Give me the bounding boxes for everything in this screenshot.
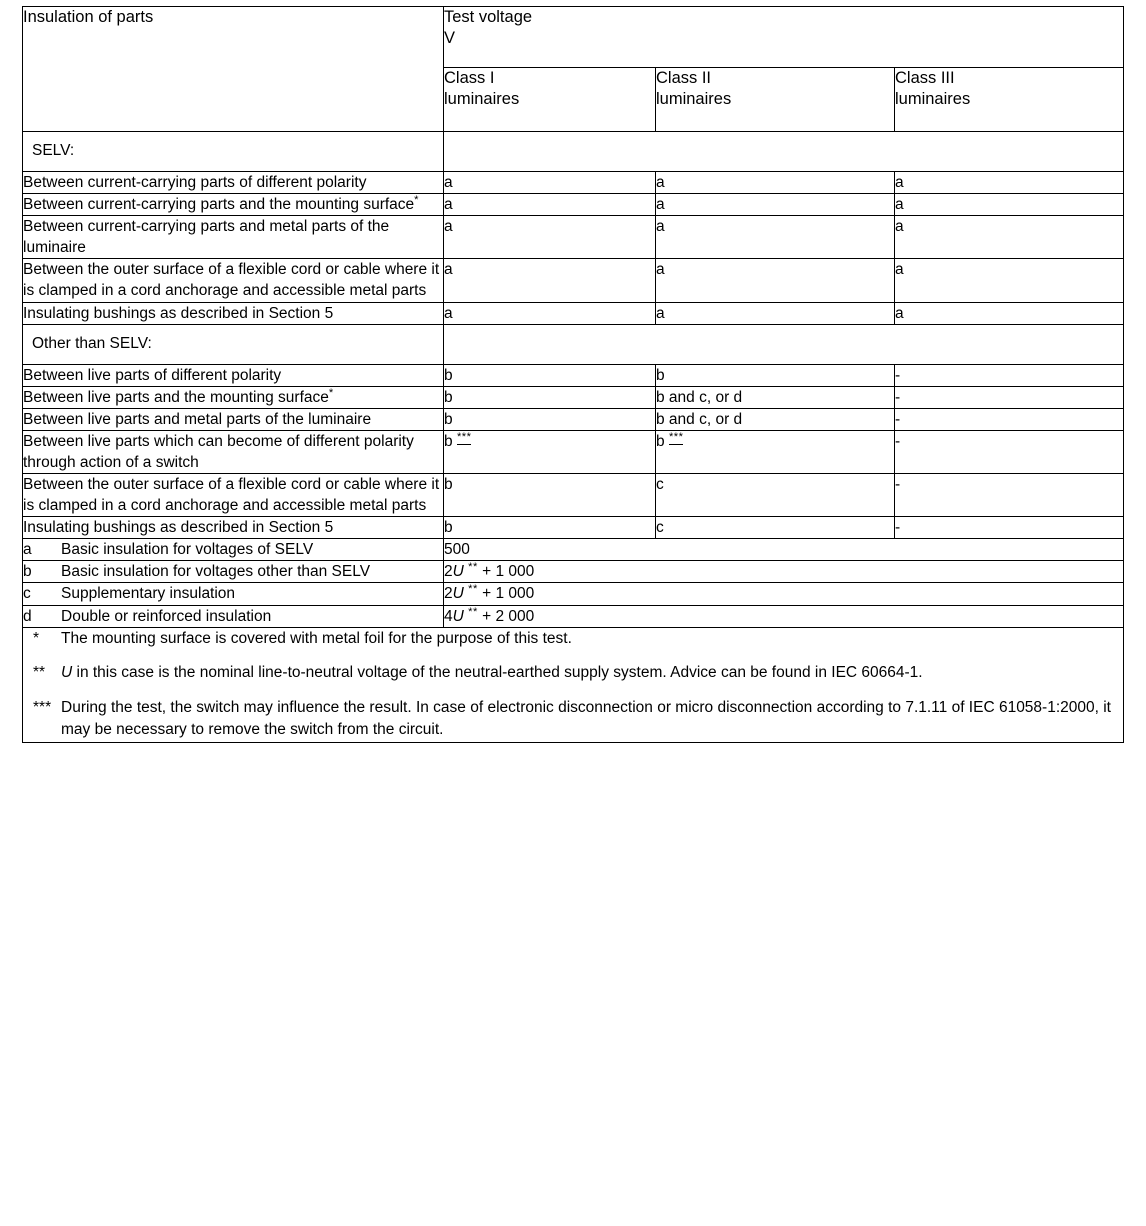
legend-row <box>23 605 1124 627</box>
footnote-marker: * <box>33 629 40 647</box>
voltage-variable: U <box>452 563 464 581</box>
legend-key: d <box>23 607 32 625</box>
legend-text: Basic insulation for voltages other than SELV <box>61 563 371 581</box>
row-label: Between live parts and the mounting surface* <box>23 386 444 408</box>
row-label: Between current-carrying parts and the mounting surface* <box>23 194 444 216</box>
cell-class-ii: a <box>656 216 895 259</box>
header-class-ii-line2: luminaires <box>656 90 732 109</box>
footnote-marker: * <box>414 194 419 206</box>
header-row-group <box>23 7 1124 68</box>
legend-row <box>23 561 1124 583</box>
table-header <box>23 7 1124 132</box>
cell-class-ii: a <box>656 259 895 302</box>
test-voltage-table <box>22 6 1124 743</box>
voltage-variable: U <box>452 585 464 603</box>
row-label: Between live parts which can become of different polarity through action of a switch <box>23 430 444 473</box>
cell-class-ii: b *** <box>656 430 895 473</box>
section-header-row <box>23 324 1124 364</box>
footnotes-row <box>23 627 1124 743</box>
footnote-text: U in this case is the nominal line-to-neutral voltage of the neutral-earthed supply system. Advice can be found in IEC 60664-1. <box>61 664 923 682</box>
section-title: SELV: <box>23 132 444 172</box>
voltage-variable: U <box>452 607 464 625</box>
table-row <box>23 517 1124 539</box>
footnote-item <box>23 662 1123 684</box>
table-row <box>23 474 1124 517</box>
cell-class-iii: - <box>895 364 1124 386</box>
legend-text: Supplementary insulation <box>61 585 236 603</box>
section-title: Other than SELV: <box>23 324 444 364</box>
legend-value: 2U ** + 1 000 <box>444 561 1124 583</box>
legend-value: 2U ** + 1 000 <box>444 583 1124 605</box>
legend-key: b <box>23 563 32 581</box>
cell-class-i: b <box>444 408 656 430</box>
cell-class-ii: c <box>656 517 895 539</box>
footnotes-block <box>23 627 1124 743</box>
header-class-ii-line1: Class II <box>656 69 712 87</box>
footnote-marker: ** <box>468 561 478 574</box>
legend-key: c <box>23 585 31 603</box>
table-row <box>23 194 1124 216</box>
table-row <box>23 172 1124 194</box>
header-class-iii-line1: Class III <box>895 69 955 87</box>
cell-class-ii: b <box>656 364 895 386</box>
table-row <box>23 408 1124 430</box>
cell-class-iii: - <box>895 408 1124 430</box>
cell-class-iii: a <box>895 172 1124 194</box>
table-row <box>23 302 1124 324</box>
cell-class-iii: a <box>895 259 1124 302</box>
footnote-item <box>23 697 1123 740</box>
legend-row <box>23 583 1124 605</box>
cell-class-iii: a <box>895 194 1124 216</box>
cell-class-i: a <box>444 194 656 216</box>
footnote-marker: * <box>328 386 334 399</box>
legend-value: 500 <box>444 539 1124 561</box>
legend-row <box>23 539 1124 561</box>
table-row <box>23 386 1124 408</box>
legend-key: a <box>23 541 32 559</box>
cell-class-iii: - <box>895 386 1124 408</box>
header-class-ii <box>656 68 895 132</box>
header-insulation-of-parts: Insulation of parts <box>23 7 444 132</box>
cell-class-i: a <box>444 172 656 194</box>
voltage-variable: U <box>61 664 73 682</box>
footnote-marker: *** <box>668 430 684 443</box>
header-class-i <box>444 68 656 132</box>
header-class-i-line1: Class I <box>444 69 495 87</box>
cell-class-i: b <box>444 517 656 539</box>
footnote-marker: ** <box>33 664 46 682</box>
row-label: Between the outer surface of a flexible cord or cable where it is clamped in a cord anchorage and accessible metal parts <box>23 474 444 517</box>
cell-class-ii: a <box>656 302 895 324</box>
header-class-iii <box>895 68 1124 132</box>
cell-class-ii: c <box>656 474 895 517</box>
legend-text: Basic insulation for voltages of SELV <box>61 541 314 559</box>
cell-class-i: a <box>444 259 656 302</box>
cell-class-ii: b and c, or d <box>656 386 895 408</box>
footnote-marker: *** <box>33 699 52 717</box>
row-label: Between live parts of different polarity <box>23 364 444 386</box>
cell-class-i: b <box>444 364 656 386</box>
table-row <box>23 259 1124 302</box>
footnote-marker: ** <box>468 583 478 596</box>
row-label: Between current-carrying parts and metal parts of the luminaire <box>23 216 444 259</box>
cell-class-iii: - <box>895 474 1124 517</box>
section-spacer-cell <box>444 324 1124 364</box>
cell-class-i: a <box>444 302 656 324</box>
header-test-voltage-unit: V <box>444 28 456 47</box>
legend-definition <box>23 583 444 605</box>
header-class-i-line2: luminaires <box>444 90 520 109</box>
cell-class-iii: a <box>895 302 1124 324</box>
row-label: Insulating bushings as described in Section 5 <box>23 517 444 539</box>
table-row <box>23 364 1124 386</box>
footnote-text: During the test, the switch may influence the result. In case of electronic disconnection or micro disconnection according to 7.1.11 of IEC 61058-1:2000, it may be necessary to remove the switch from the circuit. <box>61 699 1111 738</box>
cell-class-iii: a <box>895 216 1124 259</box>
legend-definition <box>23 605 444 627</box>
cell-class-iii: - <box>895 517 1124 539</box>
table-body <box>23 132 1124 743</box>
header-test-voltage-line1: Test voltage <box>444 8 533 26</box>
legend-definition <box>23 561 444 583</box>
table-row <box>23 430 1124 473</box>
table-row <box>23 216 1124 259</box>
cell-class-i: b *** <box>444 430 656 473</box>
legend-definition <box>23 539 444 561</box>
cell-class-ii: b and c, or d <box>656 408 895 430</box>
cell-class-i: b <box>444 474 656 517</box>
cell-class-i: a <box>444 216 656 259</box>
header-class-iii-line2: luminaires <box>895 90 971 109</box>
legend-text: Double or reinforced insulation <box>61 607 272 625</box>
footnote-text: The mounting surface is covered with metal foil for the purpose of this test. <box>61 629 572 647</box>
legend-value: 4U ** + 2 000 <box>444 605 1124 627</box>
footnote-item <box>23 628 1123 650</box>
cell-class-i: b <box>444 386 656 408</box>
cell-class-ii: a <box>656 194 895 216</box>
section-header-row <box>23 132 1124 172</box>
row-label: Between the outer surface of a flexible cord or cable where it is clamped in a cord anchorage and accessible metal parts <box>23 259 444 302</box>
cell-class-iii: - <box>895 430 1124 473</box>
footnote-marker: *** <box>456 430 472 443</box>
section-spacer-cell <box>444 132 1124 172</box>
row-label: Insulating bushings as described in Section 5 <box>23 302 444 324</box>
row-label: Between current-carrying parts of different polarity <box>23 172 444 194</box>
header-test-voltage <box>444 7 1124 68</box>
cell-class-ii: a <box>656 172 895 194</box>
row-label: Between live parts and metal parts of the luminaire <box>23 408 444 430</box>
footnote-marker: ** <box>468 605 478 618</box>
